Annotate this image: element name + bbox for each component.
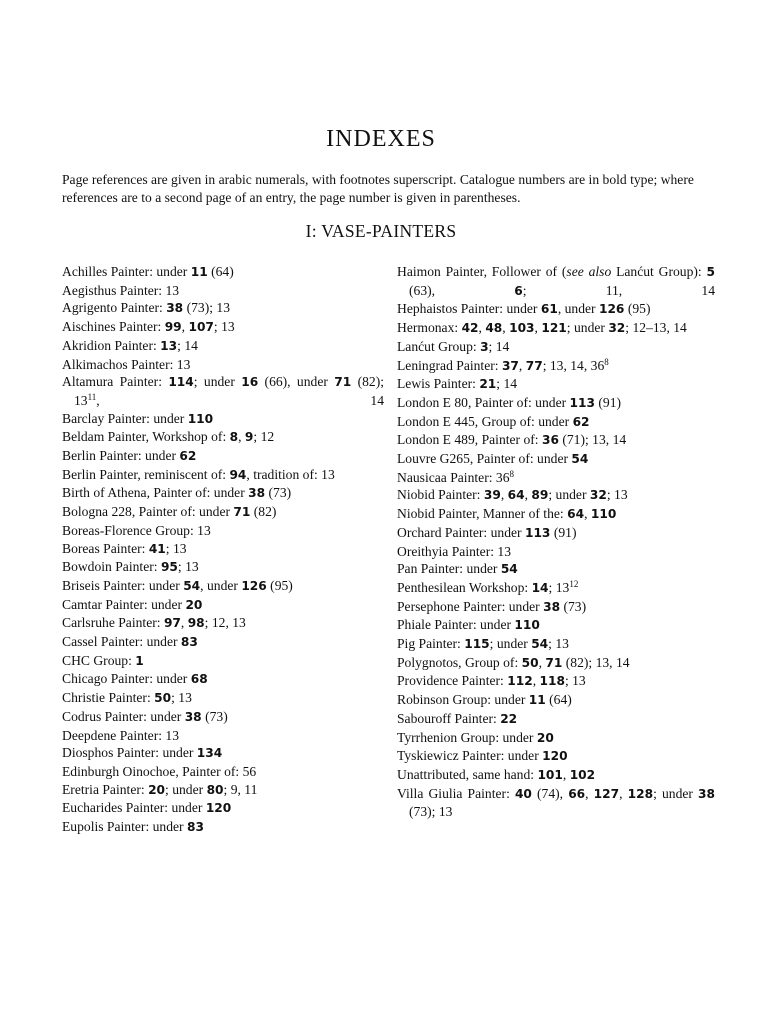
entry-text: ; 13, 14, 36 [542,357,605,373]
entry-text: Nausicaa Painter: 36 [397,469,510,485]
entry-text: (82); 13, 14 [562,654,630,670]
entry-text: ; 13 [165,540,187,556]
entry-text: Boreas-Florence Group: 13 [62,522,211,538]
entry-text: Christie Painter: [62,690,155,706]
entry-text: Camtar Painter: under [62,596,186,612]
entry-text: (64) [545,692,572,708]
catalogue-number: 89 [531,488,549,503]
catalogue-number: 80 [206,782,224,797]
index-entry [397,616,715,635]
footnote-ref: 12 [569,578,579,589]
entry-text: (82) [250,504,277,520]
entry-text: , 14 [96,392,384,408]
entry-text: CHC Group: [62,652,136,668]
entry-text: , under [557,301,599,317]
entry-text: Akridion Painter: [62,337,161,353]
entry-text: (95) [266,577,293,593]
catalogue-number: 8 [229,430,239,445]
entry-text: (71); 13, 14 [558,432,627,448]
catalogue-number: 68 [190,672,208,687]
catalogue-number: 118 [539,674,565,689]
entry-text: ; 14 [488,338,510,354]
catalogue-number: 39 [483,488,501,503]
entry-text: Persephone Painter: under [397,598,544,614]
entry-text: Robinson Group: under [397,692,529,708]
index-entry [62,558,384,577]
catalogue-number: 38 [166,301,184,316]
entry-text: ; under [653,785,699,801]
catalogue-number: 40 [514,786,532,801]
index-entry [397,486,715,505]
entry-text: (91) [550,524,577,540]
catalogue-number: 121 [541,321,567,336]
entry-text: ; under [548,487,590,503]
entry-text: , [238,429,245,445]
entry-text: Edinburgh Oinochoe, Painter of: 56 [62,763,257,779]
catalogue-number: 103 [509,321,535,336]
entry-text: , [524,487,532,503]
entry-text: Aegisthus Painter: 13 [62,282,180,298]
entry-text: Cassel Painter: under [62,634,181,650]
catalogue-number: 20 [185,597,203,612]
index-entry [397,785,715,821]
index-entry [62,263,384,282]
entry-text: Hermonax: [397,320,462,336]
entry-text: (73) [560,598,587,614]
index-entry [397,691,715,710]
entry-text: ; under [489,636,532,652]
index-entry [62,299,384,318]
entry-text: , [478,320,486,336]
index-entry [397,598,715,617]
entry-text: Birth of Athena, Painter of: under [62,485,249,501]
index-entry [397,635,715,654]
entry-text: Bowdoin Painter: [62,559,161,575]
entry-text: Penthesilean Workshop: [397,579,532,595]
entry-text: Polygnotos, Group of: [397,654,522,670]
catalogue-number: 22 [500,711,518,726]
section-heading: I: VASE-PAINTERS [305,221,457,241]
entry-text: Diosphos Painter: under [62,745,197,761]
entry-text: Orchard Painter: under [397,524,525,540]
entry-text: ; under [193,374,242,390]
catalogue-number: 110 [590,507,617,522]
entry-text: Eupolis Painter: under [62,819,187,835]
catalogue-number: 6 [514,283,523,298]
entry-text: Codrus Painter: under [62,708,185,724]
footnote-ref: 8 [509,468,514,479]
entry-text: Providence Painter: [397,673,508,689]
catalogue-number: 97 [163,616,181,631]
entry-text: , tradition of: 13 [246,466,335,482]
index-entry [62,727,384,745]
catalogue-number: 126 [598,302,625,317]
entry-text: , [502,320,510,336]
entry-text: ; 13 [564,673,586,689]
index-entry [62,484,384,503]
index-entry [397,524,715,543]
entry-text: ; under [165,781,207,797]
entry-text: , [585,785,594,801]
catalogue-number: 41 [148,541,166,556]
catalogue-number: 38 [184,709,202,724]
index-entry [397,710,715,729]
entry-text: ; 12, 13 [204,615,246,631]
entry-text: Berlin Painter, reminiscent of: [62,466,230,482]
catalogue-number: 64 [507,488,525,503]
entry-text: , [181,319,189,335]
index-entry [62,596,384,615]
entry-text: , under [200,577,242,593]
index-entry [62,614,384,633]
entry-text: Tyskiewicz Painter: under [397,748,543,764]
entry-text: Alkimachos Painter: 13 [62,356,191,372]
index-entry [397,375,715,394]
entry-text: London E 489, Painter of: [397,432,542,448]
catalogue-number: 32 [608,321,626,336]
catalogue-number: 38 [543,599,561,614]
catalogue-number: 71 [334,375,352,390]
catalogue-number: 66 [568,786,586,801]
entry-text: , [180,615,188,631]
index-entry [397,338,715,357]
catalogue-number: 48 [485,321,503,336]
entry-text: Briseis Painter: under [62,577,184,593]
catalogue-number: 71 [545,655,563,670]
catalogue-number: 14 [531,580,549,595]
entry-text: ; under [566,320,609,336]
index-entry [62,447,384,466]
catalogue-number: 102 [569,767,596,782]
catalogue-number: 120 [205,801,232,816]
entry-text: Leningrad Painter: [397,357,502,373]
catalogue-number: 83 [180,635,198,650]
catalogue-number: 64 [567,507,585,522]
catalogue-number: 71 [233,505,251,520]
catalogue-number: 20 [536,730,554,745]
catalogue-number: 1 [135,653,144,668]
index-entry [62,503,384,522]
catalogue-number: 115 [464,637,490,652]
entry-text: , [562,766,570,782]
entry-text: Villa Giulia Painter: [397,785,515,801]
index-entry [397,469,715,487]
index-entry [62,818,384,837]
catalogue-number: 54 [571,452,589,467]
catalogue-number: 113 [569,395,595,410]
entry-text: Boreas Painter: [62,540,149,556]
catalogue-number: 110 [187,411,214,426]
entry-text: (64) [207,264,234,279]
index-entry [62,522,384,540]
entry-text: Louvre G265, Painter of: under [397,451,572,467]
catalogue-number: 42 [461,321,479,336]
footnote-ref: 8 [604,356,609,367]
entry-text: (66), under [258,374,335,390]
index-entry [62,799,384,818]
entry-text: (91) [594,394,622,410]
entry-text: Chicago Painter: under [62,671,191,687]
entry-text: Eucharides Painter: under [62,800,206,816]
index-entry [62,744,384,763]
catalogue-number: 11 [190,265,208,279]
entry-text: ; 12 [253,429,275,445]
entry-text: ; 13 [213,319,235,335]
index-entry [62,282,384,300]
entry-text: Pig Painter: [397,636,465,652]
catalogue-number: 54 [183,578,201,593]
index-entry [62,763,384,781]
index-entry [397,263,715,300]
entry-text: Carlsruhe Painter: [62,615,164,631]
entry-text: Tyrrhenion Group: under [397,729,537,745]
entry-text: , [500,487,508,503]
entry-text: , [532,673,540,689]
entry-text: Haimon Painter, Follower of ( [397,264,567,279]
entry-text: (73) [265,485,292,501]
catalogue-number: 37 [501,358,519,373]
index-column-left [62,263,384,837]
catalogue-number: 107 [188,320,214,335]
index-entry [62,373,384,409]
catalogue-number: 128 [627,786,654,801]
catalogue-number: 36 [541,433,559,448]
index-entry [62,318,384,337]
entry-text: Unattributed, same hand: [397,766,538,782]
entry-text: , [619,785,628,801]
entry-text: Sabouroff Painter: [397,710,501,726]
catalogue-number: 113 [524,525,551,540]
entry-text: , [518,357,526,373]
catalogue-number: 99 [164,320,182,335]
index-entry [397,672,715,691]
catalogue-number: 134 [196,746,223,761]
catalogue-number: 62 [572,414,590,429]
index-entry [397,300,715,319]
entry-text: see also [566,264,612,279]
entry-text: Deepdene Painter: 13 [62,727,180,743]
catalogue-number: 101 [537,767,563,782]
catalogue-number: 114 [168,375,194,390]
entry-text: Lanćut Group: [397,338,481,354]
index-entry [62,652,384,671]
entry-text: Lanćut Group): [611,264,707,279]
index-entry [397,766,715,785]
catalogue-number: 5 [706,265,716,279]
catalogue-number: 3 [480,339,489,354]
entry-text: (95) [624,301,651,317]
index-entry [397,319,715,338]
entry-text: Niobid Painter: [397,487,484,503]
entry-text: (74), [531,785,569,801]
index-entry [397,729,715,748]
index-entry [397,505,715,524]
entry-text: ; 14 [496,376,518,392]
entry-text: ; 12–13, 14 [625,320,687,336]
index-entry [62,466,384,485]
entry-text: Lewis Painter: [397,376,480,392]
page-title: INDEXES [326,126,436,152]
entry-text: (73); 13 [409,804,453,820]
index-entry [397,654,715,673]
catalogue-number: 120 [542,749,568,764]
catalogue-number: 20 [148,782,166,797]
entry-text: Bologna 228, Painter of: under [62,504,234,520]
entry-text: Achilles Painter: under [62,264,191,279]
entry-text: Aischines Painter: [62,319,165,335]
index-entry [62,781,384,800]
index-entry [397,450,715,469]
entry-text: , [538,654,546,670]
entry-text: Berlin Painter: under [62,448,180,464]
catalogue-number: 21 [479,377,497,392]
entry-text: Oreithyia Painter: 13 [397,543,512,559]
entry-text: Pan Painter: under [397,561,501,577]
index-entry [62,708,384,727]
catalogue-number: 38 [698,786,716,801]
entry-text: ; 14 [177,337,198,353]
catalogue-number: 32 [589,488,607,503]
entry-text: (73) [201,708,228,724]
catalogue-number: 54 [500,562,518,577]
catalogue-number: 94 [229,467,247,482]
catalogue-number: 83 [186,820,204,835]
catalogue-number: 110 [514,618,540,633]
index-entry [397,579,715,598]
catalogue-number: 9 [244,430,254,445]
entry-text: , [584,506,591,522]
catalogue-number: 62 [179,449,197,464]
entry-text: ; 13 [548,579,570,595]
entry-text: ; 13 [606,487,628,503]
index-entry [62,633,384,652]
index-entry [397,357,715,376]
intro-paragraph: Page references are given in arabic numerals, with footnotes superscript. Catalogue numbers are in bold type; where references are to a second page of an entry, the page number is given in parentheses. [62,172,694,205]
catalogue-number: 38 [248,486,266,501]
index-entry [397,394,715,413]
index-entry [62,337,384,356]
entry-text: , [534,320,542,336]
catalogue-number: 50 [521,655,539,670]
entry-text: Phiale Painter: under [397,617,515,633]
index-entry [397,431,715,450]
index-entry [62,428,384,447]
entry-text: Agrigento Painter: [62,300,167,316]
index-entry [62,356,384,374]
index-entry [62,577,384,596]
entry-text: ; 9, 11 [223,781,258,797]
index-entry [62,670,384,689]
entry-text: ; 11, 14 [522,282,715,298]
entry-text: ; 13 [171,690,192,706]
catalogue-number: 112 [507,674,533,689]
catalogue-number: 77 [525,358,543,373]
entry-text: (63), [409,282,515,298]
entry-text: Barclay Painter: under [62,410,188,426]
index-entry [62,689,384,708]
index-entry [397,413,715,432]
catalogue-number: 13 [160,338,178,353]
index-entry [397,543,715,561]
footnote-ref: 11 [87,391,97,402]
entry-text: London E 80, Painter of: under [397,394,570,410]
entry-text: ; 13 [177,559,199,575]
catalogue-number: 50 [154,691,172,706]
index-entry [62,410,384,429]
index-entry [397,560,715,579]
index-column-right [397,263,715,821]
catalogue-number: 54 [531,637,549,652]
catalogue-number: 95 [160,560,178,575]
entry-text: Altamura Painter: [62,374,169,390]
entry-text: (82); 13 [74,374,384,408]
index-entry [62,540,384,559]
catalogue-number: 11 [528,693,546,708]
entry-text: Niobid Painter, Manner of the: [397,506,568,522]
entry-text: Hephaistos Painter: under [397,301,541,317]
catalogue-number: 16 [241,375,259,390]
entry-text: Beldam Painter, Workshop of: [62,429,230,445]
catalogue-number: 126 [241,578,267,593]
entry-text: ; 13 [548,636,569,652]
entry-text: Eretria Painter: [62,781,149,797]
entry-text: (73); 13 [183,300,230,316]
entry-text: London E 445, Group of: under [397,413,573,429]
catalogue-number: 127 [593,786,620,801]
index-entry [397,747,715,766]
catalogue-number: 98 [187,616,205,631]
catalogue-number: 61 [540,302,558,317]
